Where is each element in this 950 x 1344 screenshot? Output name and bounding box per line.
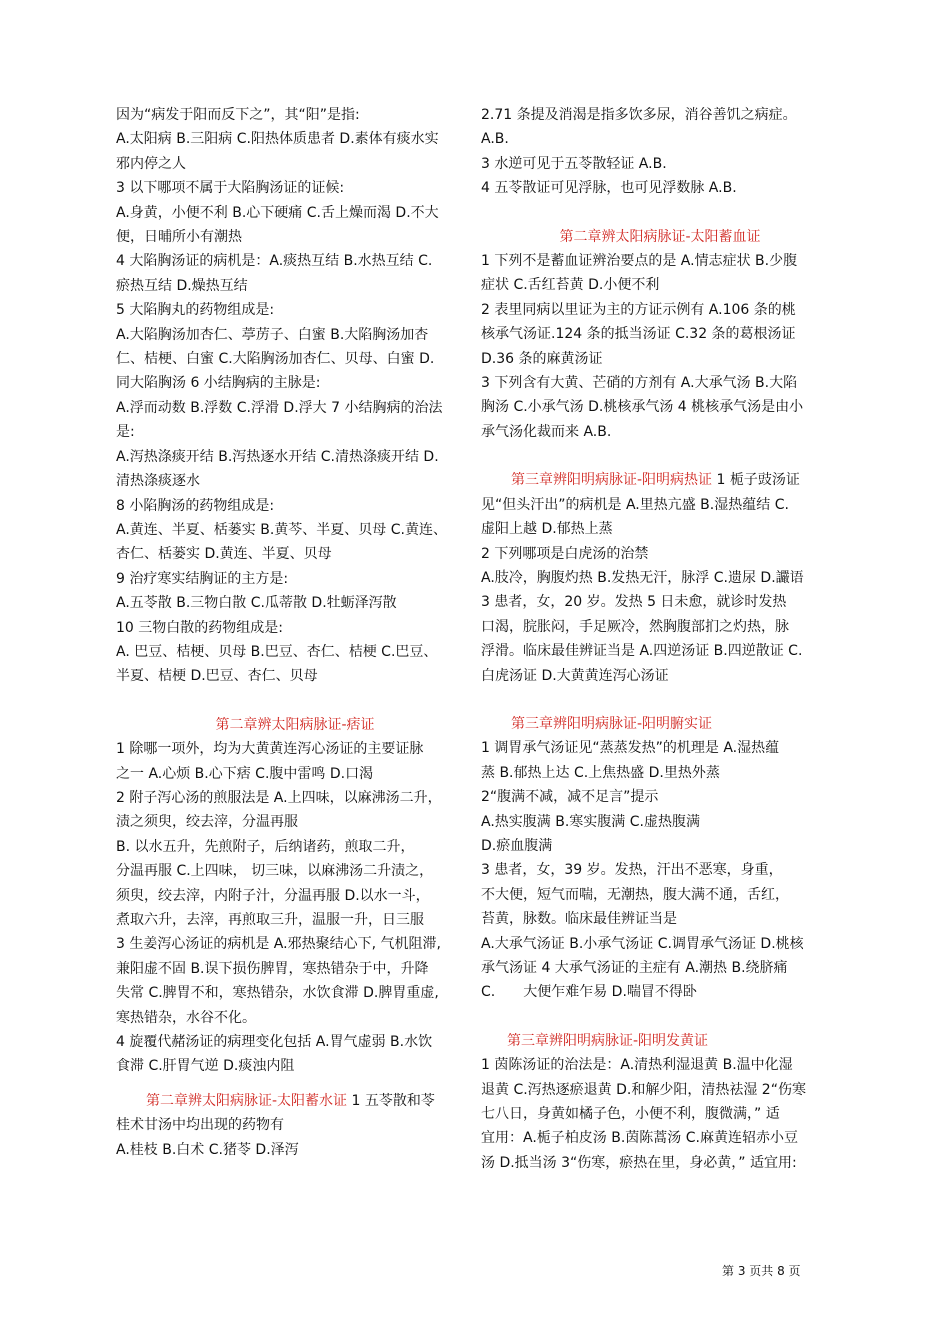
text-line: 胸汤 C.小承气汤 D.桃核承气汤 4 桃核承气汤是由小 [481, 399, 804, 416]
para-l7 [116, 616, 474, 689]
text-line: 承气汤化裁而来 A.B. [481, 423, 612, 440]
section-heading: 第二章辨太阳病脉证-痞证 [215, 716, 375, 733]
section-heading: 第二章辨太阳病脉证-太阳蓄血证 [559, 228, 761, 245]
text-line: A.肢冷，胸腹灼热 B.发热无汗，脉浮 C.遗尿 D.讝语 [481, 569, 804, 586]
para-l5 [116, 494, 474, 567]
text-line: 之一 A.心烦 B.心下痞 C.腹中雷鸣 D.口渴 [116, 765, 374, 782]
section-heading: 第三章辨阳明病脉证-阳明发黄证 [507, 1032, 709, 1049]
text-line: 煮取六升，去滓，再煎取三升，温服一升，日三服 [116, 912, 424, 928]
text-line: 承气汤证 4 大承气汤证的主症有 A.潮热 B.绕脐痛 [481, 960, 788, 976]
text-line: A. 巴豆、桔梗、贝母 B.巴豆、杏仁、桔梗 C.巴豆、 [116, 643, 438, 660]
text-line: D.瘀血腹满 [481, 837, 553, 854]
para-l2 [116, 176, 474, 249]
text-line: 1 调胃承气汤证见“蒸蒸发热”的机理是 A.湿热蕴 [481, 740, 780, 757]
text-line: 5 大陷胸丸的药物组成是: [116, 302, 275, 319]
para-r4 [481, 249, 839, 298]
page-number: 第 3 页共 8 页 [722, 1264, 801, 1278]
para-l4 [116, 298, 474, 493]
text-line: 8 小陷胸汤的药物组成是: [116, 497, 275, 514]
para-l1 [116, 103, 474, 176]
text-line: 3 下列含有大黄、芒硝的方剂有 A.大承气汤 B.大陷 [481, 375, 798, 392]
text-line: 3 水逆可见于五苓散轻证 A.B. [481, 155, 667, 172]
text-line: 2 下列哪项是白虎汤的治禁 [481, 545, 649, 562]
para-l12 [116, 1113, 474, 1162]
text-line: 1 茵陈汤证的治法是：A.清热利湿退黄 B.温中化湿 [481, 1057, 793, 1074]
text-line: 寒热错杂，水谷不化。 [116, 1009, 256, 1026]
text-line: A.大承气汤证 B.小承气汤证 C.调胃承气汤证 D.桃核 [481, 935, 804, 952]
text-line: 同大陷胸汤 6 小结胸病的主脉是: [116, 375, 321, 392]
text-line: 核承气汤证.124 条的抵当汤证 C.32 条的葛根汤证 [481, 326, 796, 343]
text-line: 4 大陷胸汤证的病机是：A.痰热互结 B.水热互结 C. [116, 253, 433, 270]
text-line: 杏仁、栝蒌实 D.黄连、半夏、贝母 [116, 546, 332, 563]
text-line: 3 以下哪项不属于大陷胸汤证的证候: [116, 180, 345, 197]
text-line: 食滞 C.肝胃气逆 D.痰浊内阻 [116, 1058, 295, 1075]
para-r9 [481, 736, 839, 858]
text-line: 七八日，身黄如橘子色，小便不利，腹微满，” 适 [481, 1106, 780, 1123]
para-r6 [481, 371, 839, 444]
para-l8 [116, 737, 474, 786]
para-l9 [116, 786, 474, 932]
text-line: 失常 C.脾胃不和，寒热错杂，水饮食滞 D.脾胃重虚, [116, 985, 439, 1002]
text-line: 不大便，短气而喘，无潮热，腹大满不通，舌红， [481, 886, 789, 903]
text-line: 白虎汤证 D.大黄黄连泻心汤证 [481, 667, 669, 684]
text-line: 清热涤痰逐水 [116, 473, 200, 490]
text-line: A.浮而动数 B.浮数 C.浮滑 D.浮大 7 小结胸病的治法 [116, 399, 443, 416]
para-r2 [481, 152, 839, 176]
text-line: 3 生姜泻心汤证的病机是 A.邪热聚结心下, 气机阻滞, [116, 936, 441, 953]
text-line: 4 五苓散证可见浮脉，也可见浮数脉 A.B. [481, 180, 737, 197]
text-line: 3 患者，女，39 岁。发热，汗出不恶寒，身重， [481, 862, 783, 879]
text-line: 分温再服 C.上四味， 切三味，以麻沸汤二升渍之， [116, 863, 434, 880]
text-line: 2.71 条提及消渴是指多饮多尿，消谷善饥之病症。 [481, 107, 797, 123]
text-line: 桂术甘汤中均出现的药物有 [116, 1117, 284, 1134]
text-line: A.桂枝 B.白术 C.猪苓 D.泽泻 [116, 1141, 299, 1158]
text-line: 1 下列不是蓄血证辨治要点的是 A.情志症状 B.少腹 [481, 253, 798, 270]
para-r10 [481, 858, 839, 1004]
text-line: 便，日晡所小有潮热 [116, 229, 242, 246]
text-line: A.太阳病 B.三阳病 C.阳热体质患者 D.素体有痰水实 [116, 131, 439, 148]
text-line: 退黄 C.泻热逐瘀退黄 D.和解少阳，清热祛湿 2“伤寒 [481, 1081, 806, 1098]
text-line: A.泻热涤痰开结 B.泻热逐水开结 C.清热涤痰开结 D. [116, 448, 439, 465]
text-line: 苔黄，脉数。临床最佳辨证当是 [481, 911, 677, 928]
text-inline: 1 栀子豉汤证 [712, 472, 800, 489]
text-line: 蒸 B.郁热上达 C.上焦热盛 D.里热外蒸 [481, 764, 720, 781]
heading-line [481, 468, 839, 492]
text-line: 仁、桔梗、白蜜 C.大陷胸汤加杏仁、贝母、白蜜 D. [116, 351, 435, 368]
section-heading: 第三章辨阳明病脉证-阳明病热证 [511, 472, 713, 489]
text-line: 渍之须臾，绞去滓，分温再服 [116, 814, 298, 831]
text-line: 汤 D.抵当汤 3“伤寒，瘀热在里，身必黄，” 适宜用: [481, 1154, 797, 1171]
text-line: 虚阳上越 D.郁热上蒸 [481, 521, 613, 538]
text-line: 2 表里同病以里证为主的方证示例有 A.106 条的桃 [481, 301, 796, 318]
text-line: 邪内停之人 [116, 155, 186, 172]
text-line: 1 除哪一项外，均为大黄黄连泻心汤证的主要证脉 [116, 741, 424, 758]
text-line: 3 患者，女，20 岁。发热 5 日未愈，就诊时发热 [481, 594, 787, 611]
heading-line [116, 1089, 474, 1113]
text-line: A.五苓散 B.三物白散 C.瓜蒂散 D.牡蛎泽泻散 [116, 595, 397, 612]
text-line: 口渴，脘胀闷，手足厥冷，然胸腹部扪之灼热，脉 [481, 618, 789, 635]
text-line: D.36 条的麻黄汤证 [481, 350, 603, 367]
text-line: 宜用：A.栀子柏皮汤 B.茵陈蒿汤 C.麻黄连轺赤小豆 [481, 1130, 798, 1147]
para-r7 [481, 493, 839, 542]
text-line: 2“腹满不减，减不足言”提示 [481, 789, 659, 806]
text-line: A.身黄，小便不利 B.心下硬痛 C.舌上燥而渴 D.不大 [116, 204, 439, 221]
text-line: 须臾，绞去滓，内附子汁，分温再服 D.以水一斗， [116, 887, 430, 904]
para-l6 [116, 567, 474, 616]
text-line: 症状 C.舌红苔黄 D.小便不利 [481, 277, 660, 294]
text-line: A.大陷胸汤加杏仁、葶苈子、白蜜 B.大陷胸汤加杏 [116, 326, 429, 343]
section-heading: 第三章辨阳明病脉证-阳明腑实证 [511, 715, 713, 732]
text-line: 4 旋覆代赭汤证的病理变化包括 A.胃气虚弱 B.水饮 [116, 1034, 433, 1051]
text-line: B. 以水五升，先煎附子，后纳诸药，煎取二升， [116, 838, 415, 855]
text-line: 半夏、桔梗 D.巴豆、杏仁、贝母 [116, 668, 318, 685]
text-line: C. 大便乍难乍易 D.喘冒不得卧 [481, 984, 697, 1001]
para-r8 [481, 542, 839, 688]
para-r5 [481, 298, 839, 371]
para-l3 [116, 249, 474, 298]
text-line: 是: [116, 424, 135, 441]
text-line: 2 附子泻心汤的煎服法是 A.上四味，以麻沸汤二升， [116, 789, 442, 806]
text-inline: 1 五苓散和苓 [347, 1092, 435, 1109]
text-line: 瘀热互结 D.燥热互结 [116, 277, 248, 294]
text-line: 兼阳虚不固 B.误下损伤脾胃，寒热错杂于中，升降 [116, 960, 429, 977]
para-r1 [481, 103, 839, 152]
para-l10 [116, 932, 474, 1030]
text-line: 见“但头汗出”的病机是 A.里热亢盛 B.湿热蕴结 C. [481, 496, 789, 513]
text-line: A.黄连、半夏、栝蒌实 B.黄芩、半夏、贝母 C.黄连、 [116, 521, 447, 538]
text-line: A.热实腹满 B.寒实腹满 C.虚热腹满 [481, 813, 700, 830]
para-r3 [481, 176, 839, 200]
text-line: 浮滑。临床最佳辨证当是 A.四逆汤证 B.四逆散证 C. [481, 643, 803, 660]
text-line: A.B. [481, 131, 509, 148]
text-line: 9 治疗寒实结胸证的主方是: [116, 570, 289, 587]
text-line: 10 三物白散的药物组成是: [116, 619, 283, 636]
left-column [116, 103, 474, 1162]
para-l11 [116, 1030, 474, 1079]
para-r11 [481, 1053, 839, 1175]
section-heading: 第二章辨太阳病脉证-太阳蓄水证 [146, 1092, 348, 1109]
text-line: 因为“病发于阳而反下之”，其“阳”是指: [116, 107, 360, 123]
right-column [481, 103, 839, 1175]
